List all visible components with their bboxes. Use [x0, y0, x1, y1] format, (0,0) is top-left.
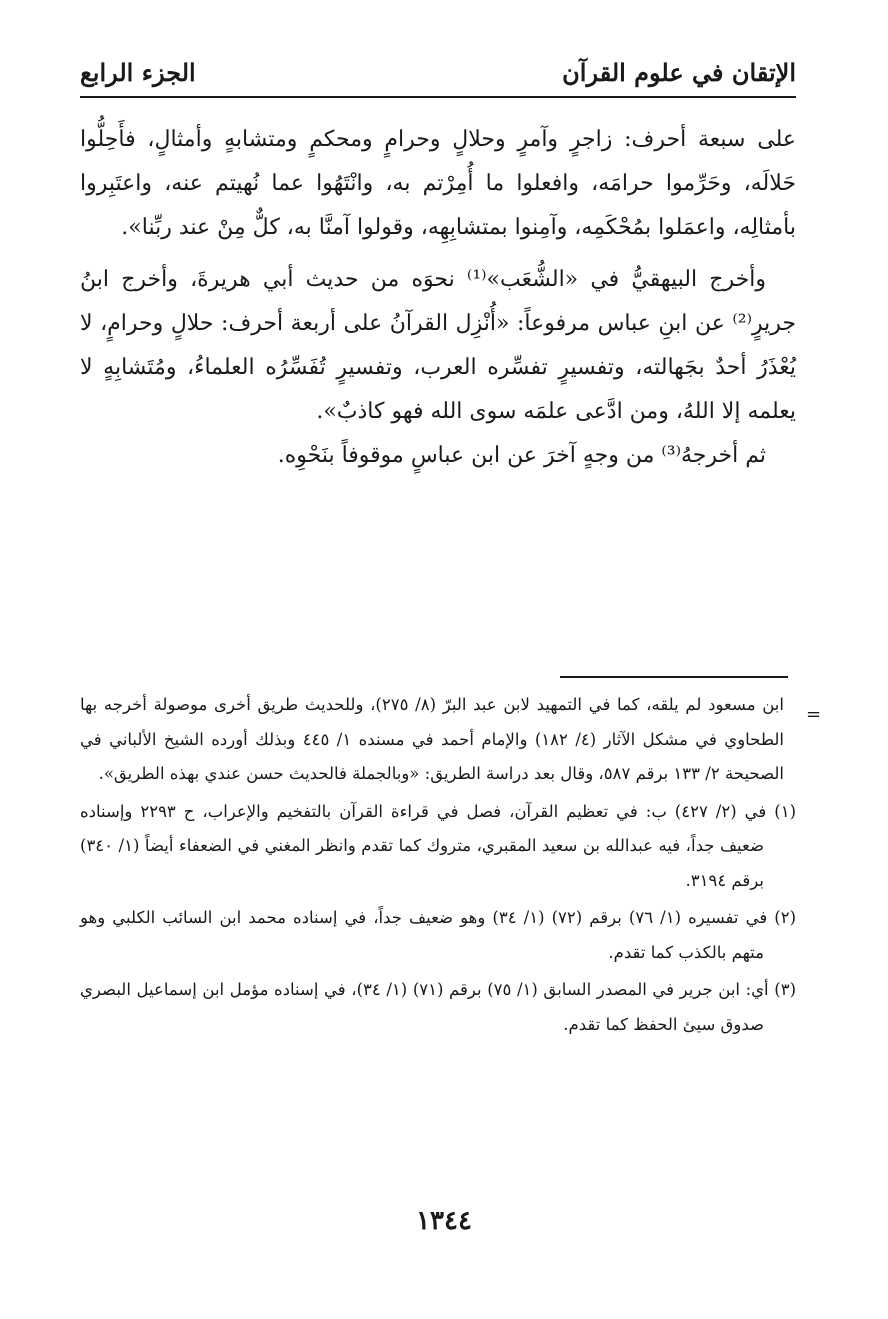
footnote-separator — [560, 676, 788, 678]
footnote-1: (١) في (٢/ ٤٢٧) ب: في تعظيم القرآن، فصل في قراءة القرآن بالتفخيم والإعراب، ح ٢٢٩٣ وإسناده ضعيف جداً، فيه عبدالله بن سعيد المقبري، متروك كما تقدم وانظر المغني في الضعفاء أيضاً (١/ ٣٤٠) برقم ٣١٩٤. — [80, 801, 796, 890]
footnote-3: (٣) أي: ابن جرير في المصدر السابق (١/ ٧٥) برقم (٧١) (١/ ٣٤)، في إسناده مؤمل ابن إسماعيل البصري صدوق سيئ الحفظ كما تقدم. — [80, 980, 796, 1034]
footnote-continuation: ابن مسعود لم يلقه، كما في التمهيد لابن عبد البرّ (٨/ ٢٧٥)، وللحديث طريق أخرى موصولة أخرجه بها الطحاوي في مشكل الآثار (٤/ ١٨٢) والإمام أحمد في مسنده ١/ ٤٤٥ وبذلك أورده الشيخ الألباني في الصحيحة ٢/ ١٣٣ برقم ٥٨٧، وقال بعد دراسة الطريق: «وبالجملة فالحديث حسن عندي بهذه الطريق». — [80, 695, 784, 783]
footnotes — [80, 688, 796, 1042]
running-header — [80, 52, 796, 98]
body-paragraph: على سبعة أحرف: زاجرٍ وآمرٍ وحلالٍ وحرامٍ ومحكمٍ ومتشابهٍ وأمثالٍ، فأَحِلُّوا حَلالَه، وحَرِّموا حرامَه، وافعلوا ما أُمِرْتم به، وانْتَهُوا عما نُهيتم عنه، واعتَبِروا بأمثالِه، واعمَلوا بمُحْكَمِه، وآمِنوا بمتشابِهِه، وقولوا آمنَّا به، كلٌّ مِنْ عند ربِّنا». — [80, 127, 796, 240]
body-paragraph: ثم أخرجهُ⁽³⁾ من وجهٍ آخرَ عن ابن عباسٍ موقوفاً بنَحْوِه. — [277, 443, 766, 468]
body-paragraph: وأخرج البيهقيُّ في «الشُّعَب»⁽¹⁾ نحوَه من حديث أبي هريرةَ، وأخرج ابنُ جريرٍ⁽²⁾ عن ابنِ عباس مرفوعاً: «أُنْزِل القرآنُ على أربعة أحرف: حلالٍ وحرامٍ، لا يُعْذَرُ أحدٌ بجَهالته، وتفسيرٍ تفسِّره العرب، وتفسيرٍ تُفَسِّرُه العلماءُ، ومُتَشابِهٍ لا يعلمه إلا اللهُ، ومن ادَّعى علمَه سوى الله فهو كاذبٌ». — [80, 267, 796, 424]
page-number: ١٣٤٤ — [416, 1206, 472, 1236]
part-label: الجزء الرابع — [80, 58, 196, 87]
main-text — [80, 118, 796, 478]
footnote-2: (٢) في تفسيره (١/ ٧٦) برقم (٧٢) (١/ ٣٤) وهو ضعيف جداً، في إسناده محمد ابن السائب الكلبي وهو متهم بالكذب كما تقدم. — [80, 908, 797, 962]
continuation-mark: = — [806, 704, 821, 725]
book-title: الإتقان في علوم القرآن — [562, 58, 796, 87]
